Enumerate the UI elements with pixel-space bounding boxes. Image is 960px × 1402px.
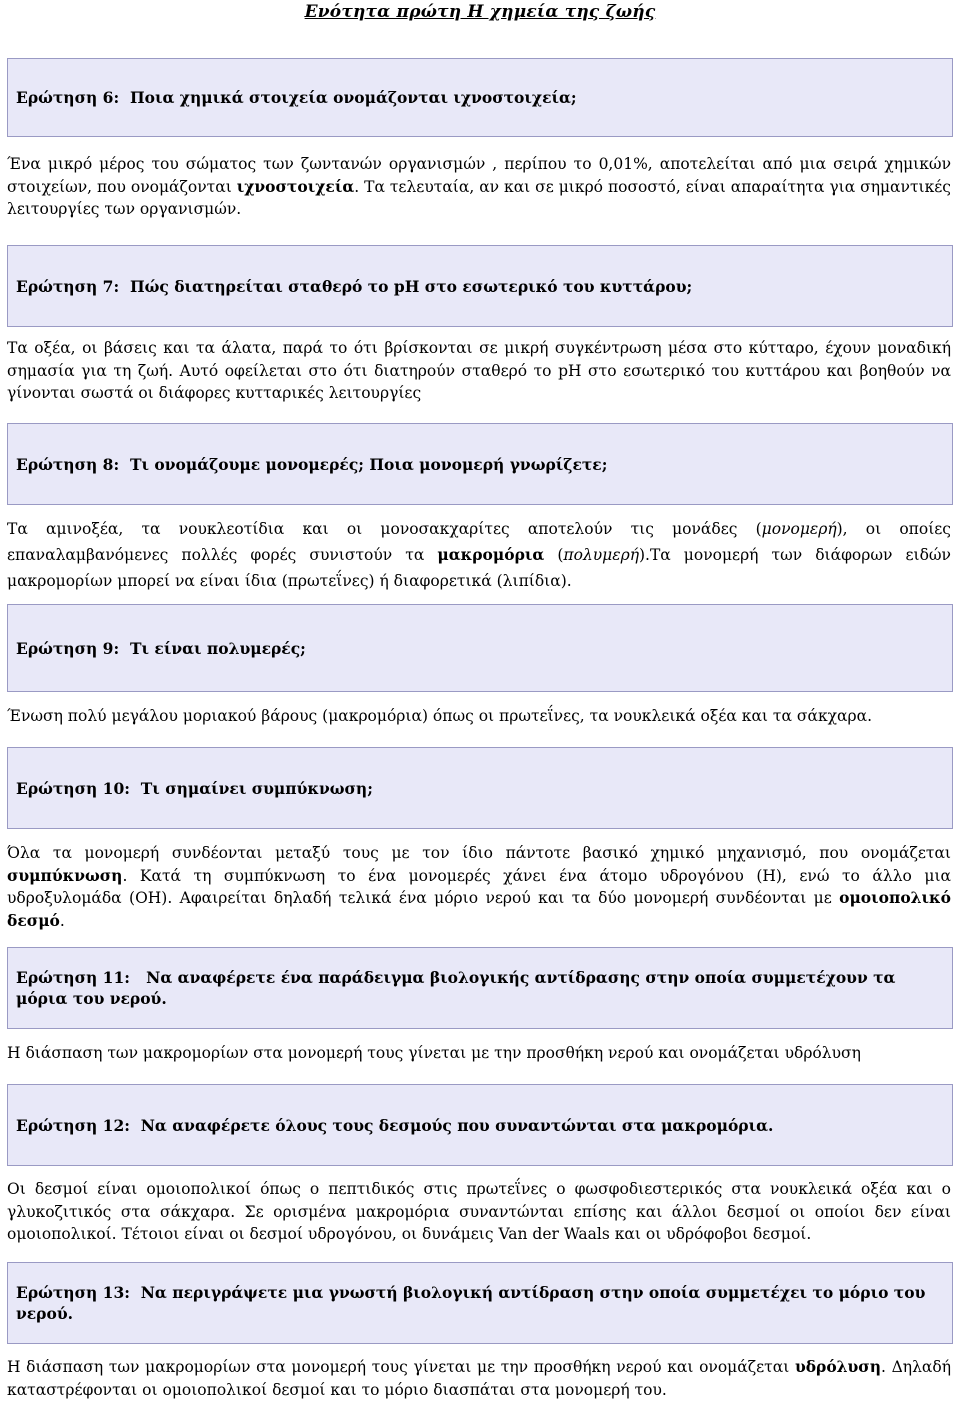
question-label: Ερώτηση 9:	[16, 638, 120, 658]
answer-text-run: ιχνοστοιχεία	[236, 176, 355, 196]
answer-text-run: Ένα μικρό μέρος του σώματος των ζωντανών οργανισμών , περίπου το 0,01%, αποτελείται από μια σειρά χημικών στοιχείων, που ονομάζονται	[7, 155, 951, 196]
answer-text-run: . Κατά τη συμπύκνωση το ένα μονομερές χάνει ένα άτομο υδρογόνου (Η), ενώ το άλλο μια υδροξυλομάδα (ΟΗ). Αφαιρείται δηλαδή τελικά ένα μόριο νερού και τα δύο μονομερή συνδέονται με	[7, 866, 951, 907]
answer-9	[7, 705, 951, 728]
question-box-13	[7, 1262, 953, 1344]
answer-12	[7, 1178, 951, 1246]
answer-text-run: συμπύκνωση	[7, 865, 123, 885]
question-box-6	[7, 58, 953, 137]
answer-text-run: πολυμερή	[563, 546, 639, 564]
question-box-10	[7, 747, 953, 829]
question-box-12	[7, 1084, 953, 1166]
question-box-8	[7, 423, 953, 505]
answer-text-run: Η διάσπαση των μακρομορίων στα μονομερή τους γίνεται με την προσθήκη νερού και ονομάζεται	[7, 1358, 795, 1376]
question-text: Να αναφέρετε όλους τους δεσμούς που συναντώνται στα μακρομόρια.	[140, 1115, 774, 1135]
question-text: Τι σημαίνει συμπύκνωση;	[140, 778, 373, 798]
question-text: Τι είναι πολυμερές;	[129, 638, 306, 658]
question-box-7	[7, 245, 953, 327]
question-text: Τι ονομάζουμε μονομερές; Ποια μονομερή γνωρίζετε;	[129, 454, 608, 474]
answer-text-run: ομοιοπολικό δεσμό	[7, 888, 951, 930]
question-label: Ερώτηση 8:	[16, 454, 120, 474]
question-label: Ερώτηση 6:	[16, 88, 120, 107]
answer-text-run: Η διάσπαση των μακρομορίων στα μονομερή τους γίνεται με την προσθήκη νερού και ονομάζεται υδρόλυση	[7, 1044, 861, 1062]
answer-text-run: υδρόλυση	[794, 1357, 881, 1376]
question-text: Να περιγράψετε μια γνωστή βιολογική αντίδραση στην οποία συμμετέχει το μόριο του νερού.	[16, 1283, 926, 1323]
question-label: Ερώτηση 12:	[16, 1115, 130, 1135]
question-text: Ποια χημικά στοιχεία ονομάζονται ιχνοστοιχεία;	[129, 88, 577, 107]
answer-text-run: μονομερή	[761, 520, 837, 538]
answer-6	[7, 153, 951, 221]
answer-text-run: Όλα τα μονομερή συνδέονται μεταξύ τους με τον ίδιο πάντοτε βασικό χημικό μηχανισμό, που ονομάζεται	[7, 844, 951, 862]
answer-text-run: ), οι οποίες επαναλαμβανόμενες πολλές φορές συνιστούν τα	[7, 520, 951, 564]
answer-11	[7, 1042, 951, 1065]
answer-text-run: Τα αμινοξέα, τα νουκλεοτίδια και οι μονοσακχαρίτες αποτελούν τις μονάδες (	[7, 520, 762, 538]
answer-text-run: Οι δεσμοί είναι ομοιοπολικοί όπως ο πεπτιδικός στις πρωτεΐνες ο φωσφοδιεστερικός στα νουκλεικά οξέα και ο γλυκοζιτικός στα σάκχαρα. Σε ορισμένα μακρομόρια συναντώνται επίσης και άλλοι δεσμοί οι οποίοι δεν είναι ομοιοπολικοί. Τέτοιοι είναι οι δεσμοί υδρογόνου, οι δυνάμεις Van der Waals και οι υδρόφοβοι δεσμοί.	[7, 1180, 951, 1243]
question-label: Ερώτηση 7:	[16, 276, 120, 296]
page-title: Ενότητα πρώτη Η χημεία της ζωής	[304, 2, 656, 22]
answer-text-run: . Δηλαδή καταστρέφονται οι ομοιοπολικοί δεσμοί και το μόριο διασπάται στα μονομερή του.	[7, 1358, 951, 1399]
answer-text-run: .	[59, 911, 65, 930]
answer-text-run: . Τα τελευταία, αν και σε μικρό ποσοστό, είναι απαραίτητα για σημαντικές λειτουργίες των οργανισμών.	[7, 177, 951, 218]
answer-7	[7, 337, 951, 405]
question-label: Ερώτηση 10:	[16, 778, 130, 798]
answer-text-run: (	[544, 546, 564, 564]
answer-10	[7, 842, 951, 932]
answer-13	[7, 1356, 951, 1401]
answer-text-run: Τα οξέα, οι βάσεις και τα άλατα, παρά το ότι βρίσκονται σε μικρή συγκέντρωση μέσα στο κύτταρο, έχουν μοναδική σημασία για τη ζωή. Αυτό οφείλεται στο ότι διατηρούν σταθερό το pH στο εσωτερικό του κυττάρου και βοηθούν να γίνονται σωστά οι διάφορες κυτταρικές λειτουργίες	[7, 339, 951, 402]
question-text: Να αναφέρετε ένα παράδειγμα βιολογικής αντίδρασης στην οποία συμμετέχουν τα μόρια του νερού.	[16, 968, 896, 1008]
answer-text-run: Ένωση πολύ μεγάλου μοριακού βάρους (μακρομόρια) όπως οι πρωτεΐνες, τα νουκλεικά οξέα και τα σάκχαρα.	[7, 707, 873, 725]
answer-text-run: ).Τα μονομερή των διάφορων ειδών μακρομορίων μπορεί να είναι ίδια (πρωτεΐνες) ή διαφορετικά (λιπίδια).	[7, 546, 951, 590]
question-box-9	[7, 604, 953, 692]
question-box-11	[7, 947, 953, 1029]
question-text: Πώς διατηρείται σταθερό το pH στο εσωτερικό του κυττάρου;	[129, 276, 693, 296]
question-label: Ερώτηση 11:	[16, 968, 130, 987]
answer-8	[7, 516, 951, 594]
answer-text-run: μακρομόρια	[437, 545, 545, 564]
question-label: Ερώτηση 13:	[16, 1283, 130, 1302]
